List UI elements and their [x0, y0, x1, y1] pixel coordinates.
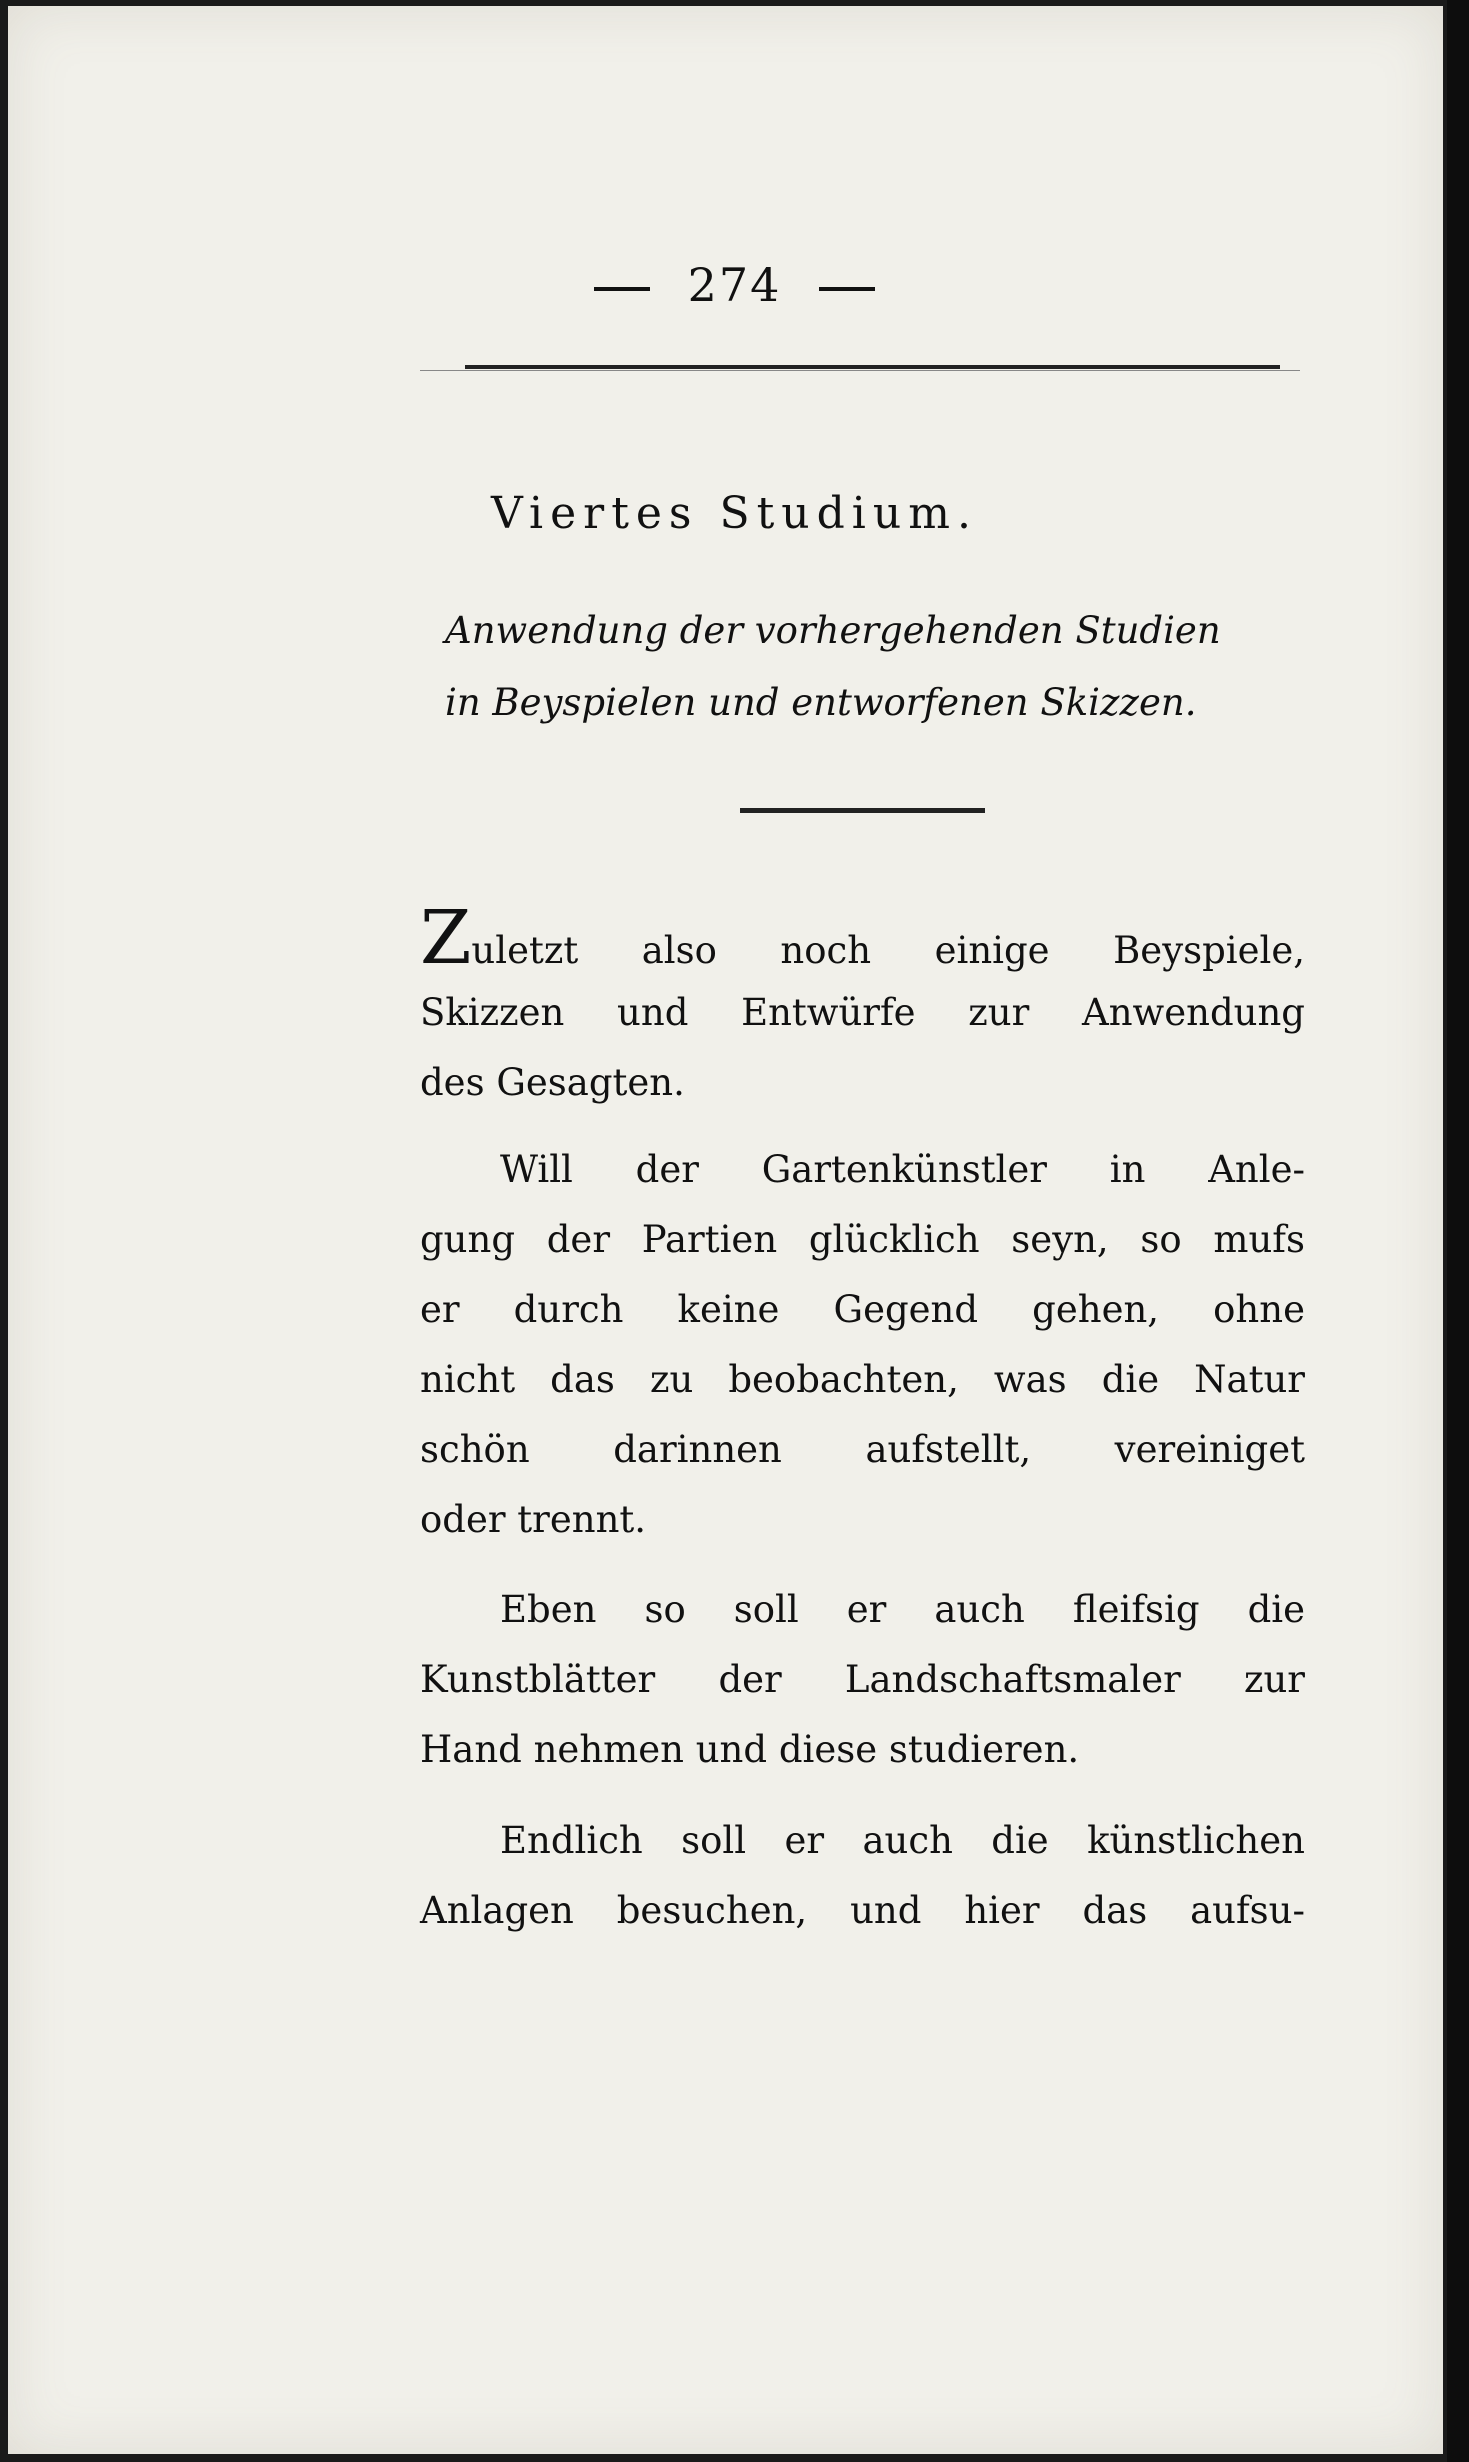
page-number: 274	[687, 258, 782, 312]
dash-left	[594, 287, 650, 291]
text-line: Hand nehmen und diese studieren.	[420, 1728, 1080, 1771]
text-line: des Gesagten.	[420, 1061, 685, 1104]
text-line: Endlich soll er auch die künstlichen	[500, 1819, 1305, 1862]
text-line: er durch keine Gegend gehen, ohne	[420, 1288, 1305, 1331]
scan-edge	[1447, 0, 1469, 2462]
text-line: schön darinnen aufstellt, vereiniget	[420, 1428, 1305, 1471]
dash-right	[819, 287, 875, 291]
paragraph-1	[420, 895, 1305, 1118]
text-line: oder trennt.	[420, 1498, 647, 1541]
text-line: Kunstblätter der Landschaftsmaler zur	[420, 1658, 1305, 1701]
paragraph-2	[420, 1135, 1305, 1555]
text-line: gung der Partien glücklich seyn, so mufs	[420, 1218, 1305, 1261]
text-line: Skizzen und Entwürfe zur Anwendung	[420, 991, 1305, 1034]
text-line-content: uletzt also noch einige Beyspiele,	[471, 929, 1305, 972]
subheading-line-1: Anwendung der vorhergehenden Studien	[445, 609, 1221, 652]
drop-cap: Z	[420, 895, 472, 981]
text-line: Will der Gartenkünstler in Anle-	[500, 1148, 1305, 1191]
text-line: Anlagen besuchen, und hier das aufsu-	[420, 1889, 1305, 1932]
subheading-line-2: in Beyspielen und entworfenen Skizzen.	[445, 681, 1197, 724]
paragraph-4	[420, 1806, 1305, 1946]
chapter-heading: Viertes Studium.	[491, 488, 978, 539]
section-rule	[740, 808, 985, 813]
chapter-subheading	[445, 595, 1305, 739]
paragraph-3	[420, 1575, 1305, 1785]
header-rule-faint	[420, 370, 1300, 371]
text-line: nicht das zu beobachten, was die Natur	[420, 1358, 1305, 1401]
header-rule	[465, 365, 1280, 369]
page-number-line	[0, 258, 1469, 312]
text-line: Eben so soll er auch fleifsig die	[500, 1588, 1305, 1631]
text-line	[420, 895, 1305, 981]
